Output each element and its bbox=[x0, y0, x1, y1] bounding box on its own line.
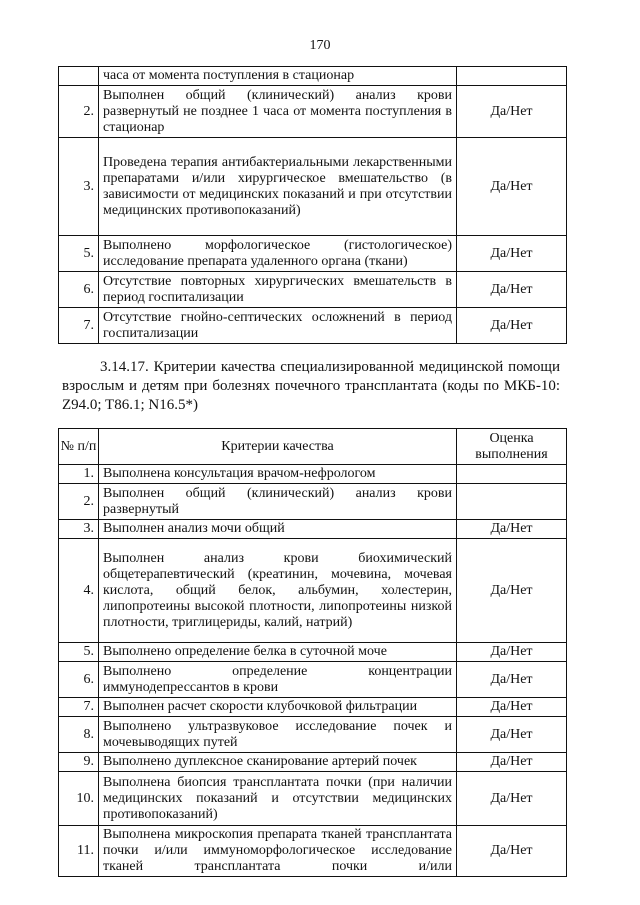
result-cell: Да/Нет bbox=[457, 520, 567, 539]
criterion-text: Выполнен расчет скорости клубочковой фильтрации bbox=[99, 698, 457, 717]
table-row bbox=[59, 753, 567, 772]
table-row bbox=[59, 717, 567, 753]
row-number: 3. bbox=[59, 138, 99, 236]
result-cell: Да/Нет bbox=[457, 643, 567, 662]
table-row bbox=[59, 272, 567, 308]
header-criteria: Критерии качества bbox=[99, 429, 457, 465]
table-header-row bbox=[59, 429, 567, 465]
criterion-text: Выполнена микроскопия препарата тканей трансплантата почки и/или иммуноморфологическое исследование тканей трансплантата почки и/или bbox=[99, 826, 457, 877]
result-cell: Да/Нет bbox=[457, 539, 567, 643]
result-cell: Да/Нет bbox=[457, 772, 567, 826]
criterion-text: Выполнено морфологическое (гистологическое) исследование препарата удаленного органа (ткани) bbox=[99, 236, 457, 272]
criterion-text: Выполнено ультразвуковое исследование почек и мочевыводящих путей bbox=[99, 717, 457, 753]
result-cell: Да/Нет bbox=[457, 272, 567, 308]
row-number: 11. bbox=[59, 826, 99, 877]
criterion-text: Выполнена биопсия трансплантата почки (при наличии медицинских показаний и отсутствии медицинских противопоказаний) bbox=[99, 772, 457, 826]
row-number: 5. bbox=[59, 643, 99, 662]
table-row bbox=[59, 772, 567, 826]
row-number: 10. bbox=[59, 772, 99, 826]
table-row bbox=[59, 308, 567, 344]
row-number: 2. bbox=[59, 86, 99, 138]
result-cell: Да/Нет bbox=[457, 308, 567, 344]
criterion-text: Выполнена консультация врачом-нефрологом bbox=[99, 465, 457, 484]
row-number: 8. bbox=[59, 717, 99, 753]
criterion-text: Проведена терапия антибактериальными лекарственными препаратами и/или хирургическое вмешательство (в зависимости от медицинских показаний и при отсутствии медицинских противопоказаний) bbox=[99, 138, 457, 236]
table-row bbox=[59, 662, 567, 698]
table-row bbox=[59, 465, 567, 484]
table-row bbox=[59, 643, 567, 662]
criterion-text: Выполнен анализ мочи общий bbox=[99, 520, 457, 539]
criterion-text: Выполнен анализ крови биохимический общетерапевтический (креатинин, мочевина, мочевая кислота, общий белок, альбумин, холестерин, липопротеины высокой плотности, липопротеины низкой плотности, триглицериды, калий, натрий) bbox=[99, 539, 457, 643]
result-cell: Да/Нет bbox=[457, 698, 567, 717]
header-result: Оценка выполнения bbox=[457, 429, 567, 465]
result-cell: Да/Нет bbox=[457, 662, 567, 698]
result-cell: Да/Нет bbox=[457, 138, 567, 236]
row-number bbox=[59, 67, 99, 86]
row-number: 5. bbox=[59, 236, 99, 272]
table-row bbox=[59, 236, 567, 272]
table-row bbox=[59, 138, 567, 236]
table-row bbox=[59, 67, 567, 86]
page-number: 170 bbox=[309, 38, 331, 53]
result-cell: Да/Нет bbox=[457, 753, 567, 772]
criterion-text: Выполнен общий (клинический) анализ крови развернутый bbox=[99, 484, 457, 520]
criterion-text: Выполнено определение белка в суточной моче bbox=[99, 643, 457, 662]
result-cell: Да/Нет bbox=[457, 826, 567, 877]
row-number: 2. bbox=[59, 484, 99, 520]
table-row bbox=[59, 539, 567, 643]
result-cell bbox=[457, 67, 567, 86]
criteria-table bbox=[58, 428, 567, 877]
table-row bbox=[59, 826, 567, 877]
result-cell bbox=[457, 484, 567, 520]
row-number: 1. bbox=[59, 465, 99, 484]
table-row bbox=[59, 484, 567, 520]
table-row bbox=[59, 698, 567, 717]
row-number: 7. bbox=[59, 698, 99, 717]
criterion-text: Выполнено определение концентрации иммунодепрессантов в крови bbox=[99, 662, 457, 698]
row-number: 3. bbox=[59, 520, 99, 539]
criterion-text: Выполнен общий (клинический) анализ крови развернутый не позднее 1 часа от момента поступления в стационар bbox=[99, 86, 457, 138]
criterion-text: Выполнено дуплексное сканирование артерий почек bbox=[99, 753, 457, 772]
result-cell: Да/Нет bbox=[457, 236, 567, 272]
row-number: 9. bbox=[59, 753, 99, 772]
criterion-text: часа от момента поступления в стационар bbox=[99, 67, 457, 86]
row-number: 4. bbox=[59, 539, 99, 643]
row-number: 6. bbox=[59, 272, 99, 308]
table-row bbox=[59, 86, 567, 138]
criteria-table-continued bbox=[58, 66, 567, 344]
section-heading-paragraph: 3.14.17. Критерии качества специализированной медицинской помощи взрослым и детям при болезнях почечного трансплантата (коды по МКБ-10: Z94.0; T86.1; N16.5*) bbox=[62, 359, 560, 413]
table-row bbox=[59, 520, 567, 539]
header-number: № п/п bbox=[59, 429, 99, 465]
result-cell bbox=[457, 465, 567, 484]
result-cell: Да/Нет bbox=[457, 86, 567, 138]
row-number: 6. bbox=[59, 662, 99, 698]
criterion-text: Отсутствие повторных хирургических вмешательств в период госпитализации bbox=[99, 272, 457, 308]
row-number: 7. bbox=[59, 308, 99, 344]
criterion-text: Отсутствие гнойно-септических осложнений в период госпитализации bbox=[99, 308, 457, 344]
result-cell: Да/Нет bbox=[457, 717, 567, 753]
